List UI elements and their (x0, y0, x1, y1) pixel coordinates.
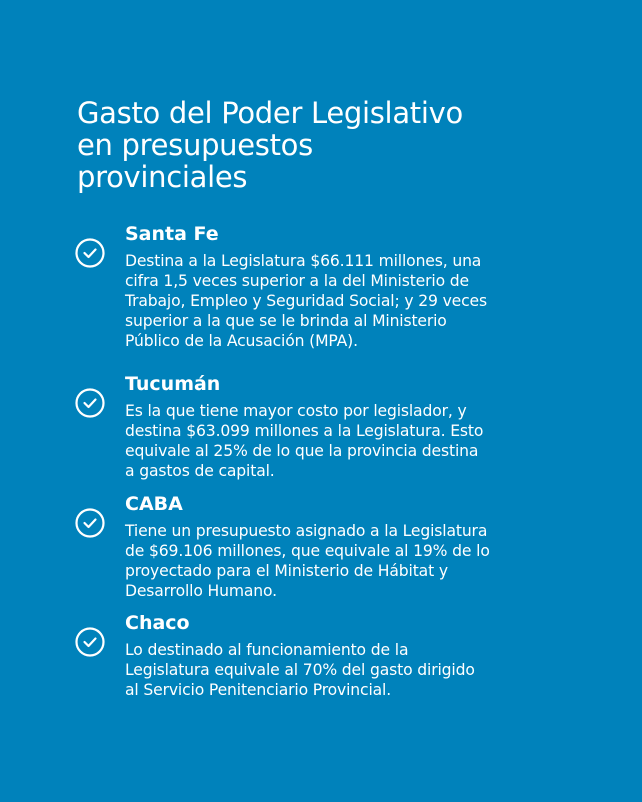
description-line: al Servicio Penitenciario Provincial. (125, 681, 392, 699)
description-line: Tiene un presupuesto asignado a la Legislatura (125, 522, 488, 540)
title-line: Gasto del Poder Legislativo (77, 96, 463, 130)
check-circle-icon (74, 237, 106, 269)
description-line: de $69.106 millones, que equivale al 19% de lo (125, 542, 490, 560)
description-line: superior a la que se le brinda al Ministerio (125, 312, 447, 330)
description-line: proyectado para el Ministerio de Hábitat y (125, 562, 448, 580)
province-heading: Santa Fe (125, 223, 219, 245)
description-line: Trabajo, Empleo y Seguridad Social; y 29 veces (125, 292, 487, 310)
description-line: Lo destinado al funcionamiento de la (125, 641, 409, 659)
province-description (125, 251, 487, 351)
title-line: provinciales (77, 160, 248, 194)
province-heading: Tucumán (125, 373, 221, 395)
description-line: cifra 1,5 veces superior a la del Ministerio de (125, 272, 469, 290)
title-line: en presupuestos (77, 128, 313, 162)
description-line: destina $63.099 millones a la Legislatura. Esto (125, 422, 484, 440)
province-description (125, 640, 475, 700)
province-description (125, 401, 483, 481)
check-circle-icon (74, 507, 106, 539)
description-line: Público de la Acusación (MPA). (125, 332, 358, 350)
province-heading: Chaco (125, 612, 190, 634)
page-title (77, 97, 597, 193)
description-line: Legislatura equivale al 70% del gasto dirigido (125, 661, 475, 679)
province-heading: CABA (125, 493, 183, 515)
check-circle-icon (74, 626, 106, 658)
description-line: equivale al 25% de lo que la provincia destina (125, 442, 479, 460)
check-circle-icon (74, 387, 106, 419)
province-description (125, 521, 490, 601)
description-line: Desarrollo Humano. (125, 582, 277, 600)
description-line: Destina a la Legislatura $66.111 millones, una (125, 252, 482, 270)
description-line: a gastos de capital. (125, 462, 275, 480)
description-line: Es la que tiene mayor costo por legislador, y (125, 402, 467, 420)
